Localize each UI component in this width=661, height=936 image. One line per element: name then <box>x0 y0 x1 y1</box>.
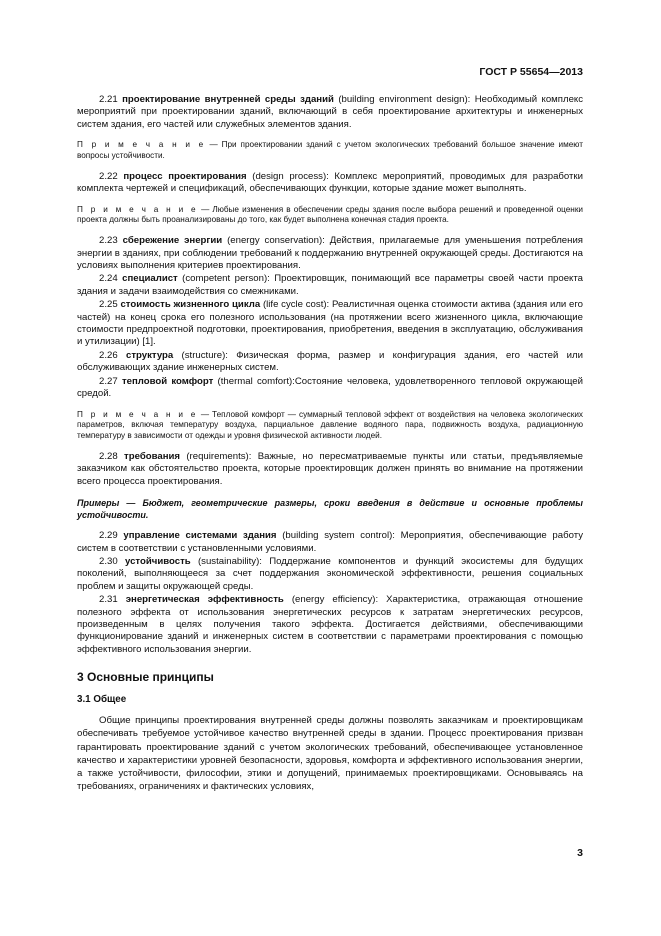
term: стоимость жизненного цикла <box>120 299 261 311</box>
term: специалист <box>122 273 178 285</box>
definition-2-24: 2.24 специалист (competent person): Проектировщик, понимающий все параметры своей части проекта здания и задачи взаимодействия со смежниками. <box>77 273 583 297</box>
section-title: 3 Основные принципы <box>77 670 214 685</box>
term: требования <box>124 450 180 462</box>
note-label: П р и м е ч а н и е <box>77 409 198 419</box>
page-content <box>77 94 583 793</box>
term: энергетическая эффективность <box>125 594 284 606</box>
example-note: Примеры — Бюджет, геометрические размеры, сроки введения в действие и основные проблемы устойчивости. <box>77 498 583 521</box>
definition-2-23: 2.23 сбережение энергии (energy conservation): Действия, прилагаемые для уменьшения потребления энергии в зданиях, при соблюдении требований к поддержанию внутренней окружающей среды. Достигаются на условиях выполнения критериев проектирования. <box>77 235 583 272</box>
document-header: ГОСТ Р 55654—2013 <box>479 66 583 78</box>
note-2: П р и м е ч а н и е — Любые изменения в обеспечении среды здания после выбора решений и проведенной оценки проекта должны быть проанализированы до того, как будет выполнена конечная стадия проекта. <box>77 204 583 225</box>
term: управление системами здания <box>123 530 277 542</box>
definition-2-29: 2.29 управление системами здания (building system control): Мероприятия, обеспечивающие работу систем в соответствии с установленными условиями. <box>77 530 583 554</box>
note-3: П р и м е ч а н и е — Тепловой комфорт — суммарный тепловой эффект от воздействия на человека экологических параметров, включая температуру воздуха, парциальное давление водяного пара, подвижность воздуха, радиационную температуру в зависимости от одежды и уровня физической активности людей. <box>77 409 583 441</box>
definition-2-28: 2.28 требования (requirements): Важные, но пересматриваемые пункты или статьи, предъявляемые заказчиком как обстоятельство проекта, которые проектировщик должен принять во внимание на протяжении всего процесса проектирования. <box>77 450 583 487</box>
term: структура <box>126 349 174 361</box>
term: сбережение энергии <box>122 235 223 247</box>
definition-2-26: 2.26 структура (structure): Физическая форма, размер и конфигурация здания, его частей или обслуживающих здание инженерных систем. <box>77 349 583 374</box>
term: процесс проектирования <box>123 170 247 182</box>
term: тепловой комфорт <box>121 375 214 387</box>
note-label: П р и м е ч а н и е <box>77 204 198 214</box>
term: устойчивость <box>125 555 191 567</box>
section-paragraph: Общие принципы проектирования внутренней среды должны позволять заказчикам и проектировщикам обеспечивать требуемое устойчивое качество внутренней среды в здании. Процесс проектирования призван гарантировать проектирование зданий с учетом экологических требований, обеспечивающее установленное качество и характеристики уровней безопасности, здоровья, комфорта и эффективного использования энергии, а также устойчивости, философии, этики и допущений, принимаемых проектировщиками. Основываясь на требованиях, ограничениях и фактических условиях, <box>77 715 583 793</box>
definition-2-27: 2.27 тепловой комфорт (thermal comfort):Состояние человека, удовлетворенного тепловой окружающей средой. <box>77 375 583 400</box>
definition-2-22: 2.22 процесс проектирования (design process): Комплекс мероприятий, проводимых для разработки комплекта чертежей и спецификаций, обеспечивающих функции, которые здание может выполнять. <box>77 170 583 195</box>
term: проектирование внутренней среды зданий <box>122 94 334 105</box>
definition-2-31: 2.31 энергетическая эффективность (energy efficiency): Характеристика, отражающая отношение полезного эффекта от использования энергетических ресурсов к затратам энергетических ресурсов, произведенным в целях получения такого эффекта. Достигается действиями, обеспечивающими функционирование зданий и инженерных систем в соответствии с параметрами проектирования с помощью эффективного использования энергии. <box>77 594 583 655</box>
note-label: П р и м е ч а н и е <box>77 140 206 150</box>
note-1: П р и м е ч а н и е — При проектировании зданий с учетом экологических требований большое значение имеют вопросы устойчивости. <box>77 140 583 161</box>
page-number: 3 <box>577 847 583 859</box>
definition-2-25: 2.25 стоимость жизненного цикла (life cycle cost): Реалистичная оценка стоимости актива (здания или его частей) на конец срока его полезного использования (на протяжении всего жизненного цикла, включающие стоимости предпроектной подготовки, проектирования, приобретения, введения в эксплуатацию, обслуживания и утилизации) [1]. <box>77 299 583 348</box>
definition-2-21: 2.21 проектирование внутренней среды зданий (building environment design): Необходимый комплекс мероприятий при проектировании зданий, включающий в себя проектирование архитектуры и инженерных систем здания, его частей или служебных элементов здания. <box>77 94 584 130</box>
definition-2-30: 2.30 устойчивость (sustainability): Поддержание компонентов и функций экосистемы для будущих поколений, выполняющееся за счет поддержания экономической эффективности, решения социальных проблем и защиты окружающей среды. <box>77 555 583 592</box>
subsection-title: 3.1 Общее <box>77 694 127 706</box>
